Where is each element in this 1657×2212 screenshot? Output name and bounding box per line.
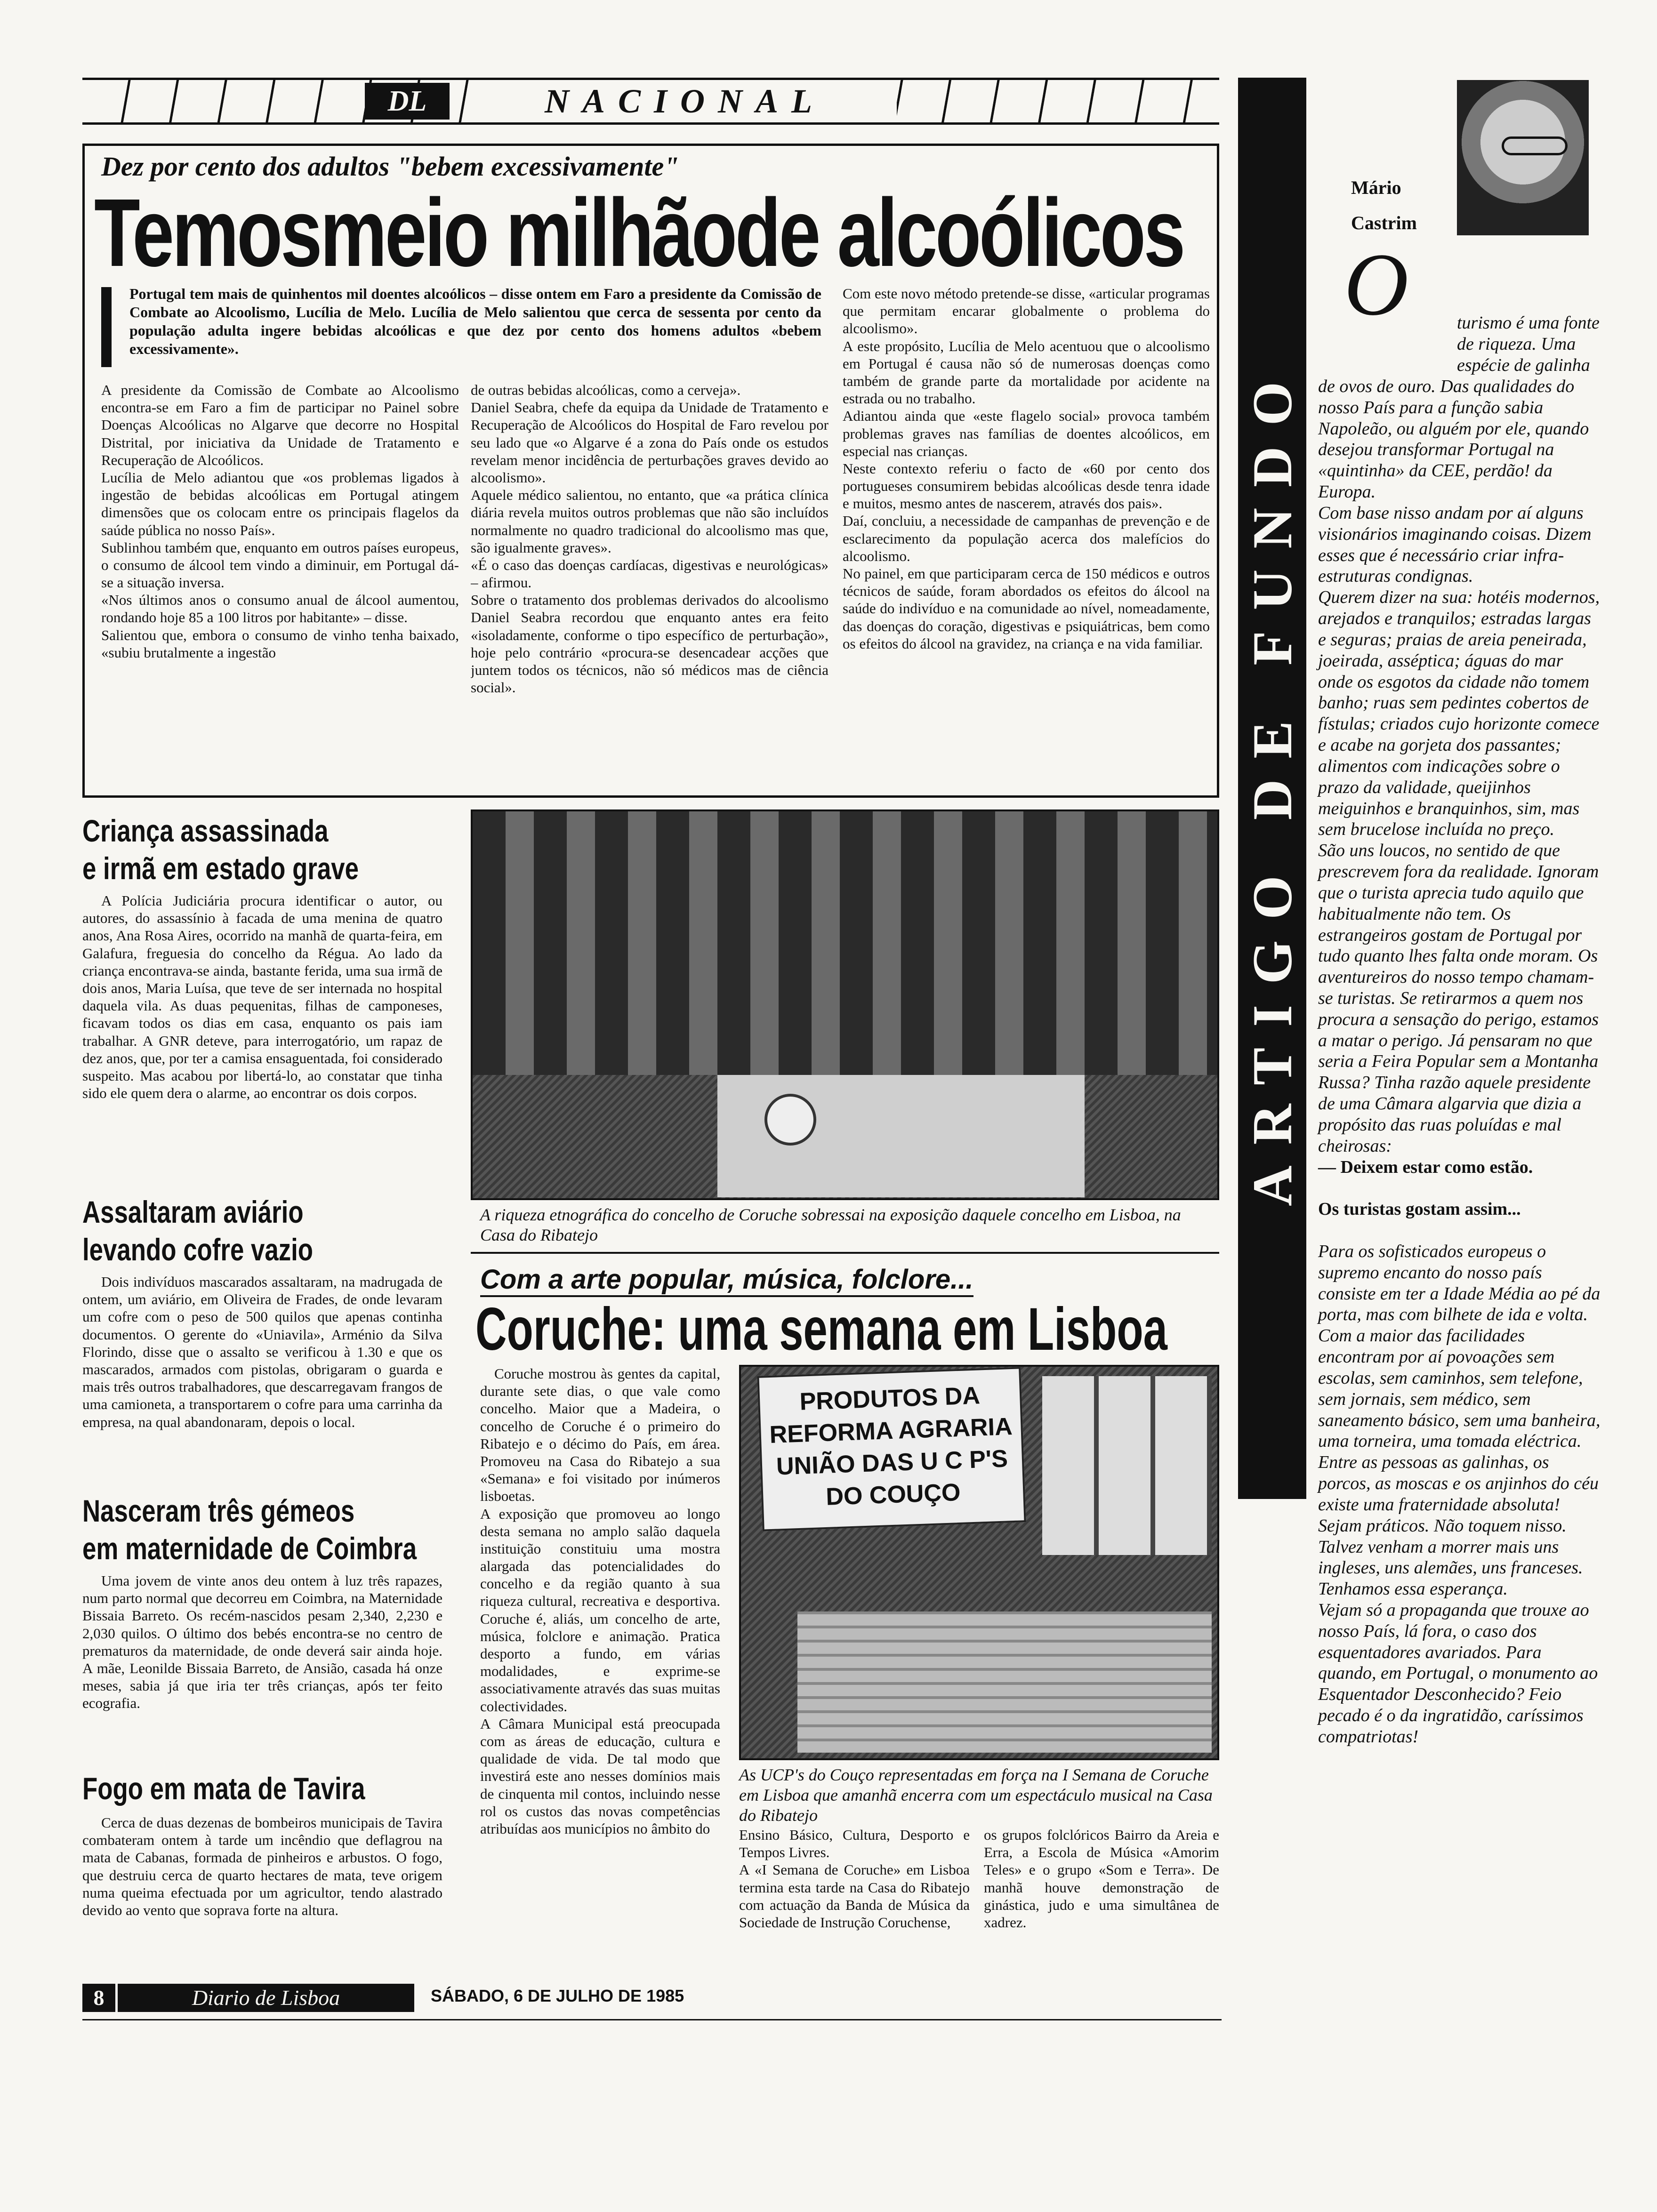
section-name: NACIONAL — [473, 80, 897, 122]
ucp-sign-line-3: UNIÃO DAS U C P'S — [776, 1445, 1008, 1481]
column-dropcap: O — [1344, 235, 1409, 334]
brief-2-body: Dois indivíduos mascarados assaltaram, na madrugada de ontem, um aviário, em Oliveira de Frades, de onde levaram um cofre com o peso de 500 quilos que apenas continha documentos. O gerente do «Uniavila», Arménio da Silva Florindo, disse que o assalto se verificou à 1.30 e que os mascarados, armados com pistolas, obrigaram o guarda e mais três outros trabalhadores, que descarregavam frangos de uma camioneta, a transportarem o cofre para uma carrinha da empresa, na qual abandonaram, depois o local. — [82, 1274, 442, 1430]
brief-4-title-1: Fogo em mata de Tavira — [82, 1771, 365, 1806]
brief-1-title-2: e irmã em estado grave — [82, 851, 359, 886]
exhibition-photo — [471, 809, 1219, 1200]
ucp-photo — [739, 1365, 1219, 1760]
ucp-sign — [757, 1367, 1026, 1531]
main-headline-text: Temosmeio milhãode alcoólicos — [94, 186, 1183, 280]
author-photo — [1457, 80, 1589, 235]
ucp-photo-caption: As UCP's do Couço representadas em força na I Semana de Coruche em Lisboa que amanhã encerra com um espectáculo musical na Casa do Ribatejo — [739, 1765, 1213, 1825]
brief-3-title-2: em maternidade de Coimbra — [82, 1531, 417, 1566]
lead-bar — [101, 287, 112, 367]
ucp-posters — [1042, 1376, 1212, 1555]
ucp-sign-line-2: REFORMA AGRARIA — [769, 1413, 1013, 1449]
paper-logo: DL — [365, 83, 450, 120]
footer-rule — [82, 2019, 1222, 2020]
brief-3-title-1: Nasceram três gémeos — [82, 1493, 355, 1528]
section-header — [82, 78, 1219, 125]
ucp-sign-line-1: PRODUTOS DA — [799, 1382, 981, 1416]
coruche-headline — [475, 1299, 1219, 1360]
author-last-name: Castrim — [1351, 212, 1417, 233]
vertical-title-band — [1238, 78, 1306, 1499]
main-col-2: de outras bebidas alcoólicas, como a cerveja». Daniel Seabra, chefe da equipa da Unidade de Tratamento e Recuperação de Alcoólicos do Hospital de Faro revelou por seu lado que «o Algarve é a zona do País onde os estudos revelam menor incidência de perturbações graves devido ao alcoolismo». Aquele médico salientou, no entanto, que «a prática clínica diária revela muitos outros problemas que não são incluídos normalmente no quadro tradicional do alcoolismo mas que, são igualmente graves». «É o caso das doenças cardíacas, digestivas e neurológicas» – afirmou. Sobre o tratamento dos problemas derivados do alcoolismo Daniel Seabra recordou que enquanto antes era feito «isoladamente, conforme o tipo específico de perturbação», hoje pelo contrário «procura-se desencadear acções que juntem todos os técnicos, não só médicos mas de ciência social». — [471, 382, 828, 696]
main-col-3: Com este novo método pretende-se disse, «articular programas que permitam encarar globalmente o problema do alcoolismo». A este propósito, Lucília de Melo acentuou que o alcoolismo em Portugal é causa não só de numerosas doenças como também de grande parte da mortalidade por acidente na estrada ou no trabalho. Adiantou ainda que «este flagelo social» provoca também problemas graves nas famílias de doentes alcoólicos, em especial nas crianças. Neste contexto referiu o facto de «60 por cento dos portugueses consumirem bebidas alcoólicas desde tenra idade e muitos, mesmo antes de nascerem, através dos pais». Daí, concluiu, a necessidade de campanhas de prevenção e de esclarecimento da população acerca dos malefícios do alcoolismo. No painel, em que participaram cerca de 150 médicos e outros técnicos de saúde, foram abordados os efeitos do álcool na saúde do indivíduo e na comunidade ao nível, nomeadamente, das doenças do coração, digestivas e psiquiátricas, bem como os efeitos do álcool na gravidez, na criança e na vida familiar. — [843, 285, 1210, 652]
paper-name-footer: Diario de Lisboa — [118, 1984, 414, 2012]
main-headline — [94, 186, 1215, 280]
photo-display-panels — [473, 811, 1217, 1075]
author-first-name: Mário — [1351, 177, 1401, 198]
brief-4 — [82, 1770, 442, 1977]
brief-1 — [82, 812, 442, 1207]
coruche-headline-text: Coruche: uma semana em Lisboa — [475, 1299, 1167, 1360]
column-body-part-1: turismo é uma fonte de riqueza. Uma espécie de galinha de ovos de ouro. Das qualidades do nosso País para a função sabia Napoleão, ou alguém por ele, quando desejou transformar Portugal na «quintinha» da CEE, perdão! da Europa. Com base nisso andam por aí alguns visionários imaginando coisas. Dizem esses que é necessário criar infra-estruturas condignas. Querem dizer na sua: hotéis modernos, arejados e tranquilos; estradas largas e seguras; praias de areia peneirada, joeirada, asséptica; águas do mar onde os esgotos da cidade não tomem banho; ruas sem pedintes cobertos de fístulas; criados cujo horizonte comece e acabe na gorjeta dos passantes; alimentos com indicações sobre o prazo da validade, queijinhos meiguinhos e branquinhos, sim, mas sem brucelose incluída no preço. São uns loucos, no sentido de que prescrevem fora da realidade. Ignoram que o turista aprecia tudo aquilo que habitualmente não tem. Os estrangeiros gostam de Portugal por tudo quanto lhes falta onde moram. Os aventureiros do nosso tempo chamam-se turistas. Se retirarmos a quem nos procura a sensação do perigo, estamos a matar o perigo. Já pensaram no que seria a Feira Popular sem a Montanha Russa? Tinha razão aquele presidente de uma Câmara algarvia que dizia a propósito das ruas poluídas e mal cheirosas: — [1318, 313, 1600, 1156]
ucp-produce-table — [797, 1611, 1212, 1753]
page-number: 8 — [82, 1984, 115, 2012]
vertical-title: ARTIGO DE FUNDO — [1241, 361, 1303, 1206]
main-kicker: Dez por cento dos adultos "bebem excessivamente" — [101, 151, 679, 182]
column-body-part-2: Para os sofisticados europeus o supremo encanto do nosso país consiste em ter a Idade Média ao pé da porta, mas com bilhete de ida e volta. Com a maior das facilidades encontram por aí povoações sem escolas, sem caminhos, sem telefone, sem jornais, sem médico, sem saneamento básico, sem uma banheira, uma torneira, uma tomada eléctrica. Entre as pessoas as galinhas, os porcos, as moscas e os anjinhos do céu existe uma fraternidade absoluta! Sejam práticos. Não toquem nisso. Talvez venham a morrer mais uns ingleses, uns alemães, uns franceses. Tenhamos essa esperança. Vejam só a propaganda que trouxe ao nosso País, lá fora, o caso dos esquentadores avariados. Para quando, em Portugal, o monumento ao Esquentador Desconhecido? Feio pecado é o da ingratidão, caríssimos compatriotas! — [1318, 1241, 1601, 1747]
coruche-kicker: Com a arte popular, música, folclore... — [480, 1264, 973, 1297]
coruche-col-1: Coruche mostrou às gentes da capital, durante sete dias, o que vale como concelho. Maior que a Madeira, o concelho de Coruche é o primeiro do Ribatejo e o décimo do País, em área. Promoveu na Casa do Ribatejo a sua «Semana» e foi visitado por inúmeros lisboetas. A exposição que promoveu ao longo desta semana no amplo salão daquela instituição constituiu uma mostra alargada das potencialidades do concelho e da região quanto à sua riqueza cultural, recreativa e desportiva. Coruche é, aliás, um concelho de arte, música, folclore e animação. Pratica desporto a fundo, em várias modalidades, e exprime-se associativamente através das suas muitas colectividades. A Câmara Municipal está preocupada com as áreas de educação, cultura e qualidade de vida. De tal modo que investirá este ano nesses domínios mais de cinquenta mil contos, incluindo nesse rol os custos das novas competências atribuídas aos municípios no âmbito do — [480, 1365, 720, 1837]
brief-3 — [82, 1492, 442, 1765]
brief-1-body: A Polícia Judiciária procura identificar o autor, ou autores, do assassínio à facada de uma menina de quatro anos, Ana Rosa Aires, ocorrido na manhã de quarta-feira, em Galafura, freguesia do concelho da Régua. Ao lado da criança encontrava-se ainda, bastante ferida, uma sua irmã de dois anos, Maria Luísa, que teve de ser internada no hospital daquela vila. As duas pequenitas, filhas de camponeses, ficavam todos os dias em casa, enquanto os pais iam trabalhar. A GNR deteve, para interrogatório, um rapaz de dez anos, que, por ter a camisa ensaguentada, foi considerado suspeito. Mas acabou por libertá-lo, ao constatar que tinha sido ele quem dera o alarme, ao encontrar os dois corpos. — [82, 892, 442, 1102]
brief-4-body: Cerca de duas dezenas de bombeiros municipais de Tavira combateram ontem à tarde um incêndio que deflagrou na mata de Cabanas, formada de pinheiros e arbustos. O fogo, que destruiu cerca de quarto hectares de mata, teve origem numa queima efectuada por um agricultor, tendo alastrado devido ao vento que soprava forte na altura. — [82, 1814, 442, 1918]
glasses-icon — [1502, 136, 1568, 155]
column-quote-1: — Deixem estar como estão. — [1318, 1157, 1533, 1177]
brief-2-title-1: Assaltaram aviário — [82, 1194, 304, 1229]
caption-rule — [471, 1252, 1219, 1254]
column-quote-2: Os turistas gostam assim... — [1318, 1199, 1521, 1219]
brief-3-body: Uma jovem de vinte anos deu ontem à luz três rapazes, num parto normal que decorreu em Coimbra, na Maternidade Bissaia Barreto. Os recém-nascidos pesam 2,340, 2,230 e 2,030 quilos. O último dos bebés encontra-se no centro de prematuros da maternidade, de onde deverá sair ainda hoje. A mãe, Leonilde Bissaia Barreto, de Ansião, casada há onze meses, sabia já que iria ter três crianças, após ter feito ecografia. — [82, 1572, 442, 1712]
ucp-sign-line-4: DO COUÇO — [825, 1478, 961, 1511]
brief-2 — [82, 1193, 442, 1494]
brief-2-title-2: levando cofre vazio — [82, 1232, 314, 1267]
photo-plate-icon — [764, 1094, 816, 1146]
main-col-1: A presidente da Comissão de Combate ao Alcoolismo encontra-se em Faro a fim de participar no Painel sobre Doenças Alcoólicas no Algarve que decorre no Hospital Distrital, por iniciativa da Unidade de Tratamento e Recuperação de Alcoólicos. Lucília de Melo adiantou que «os problemas ligados à ingestão de bebidas alcoólicas em Portugal atingem dimensões que os colocam entre os principais flagelos da saúde pública no nosso País». Sublinhou também que, enquanto em outros países europeus, o consumo de álcool tem vindo a diminuir, em Portugal dá-se a situação inversa. «Nos últimos anos o consumo anual de álcool aumentou, rondando hoje 85 a 100 litros por habitante» – disse. Salientou que, embora o consumo de vinho tenha baixado, «subiu brutalmente a ingestão — [101, 382, 459, 661]
coruche-col-3: os grupos folclóricos Bairro da Areia e Erra, a Escola de Música «Amorim Teles» e o grupo «Som e Terra». De manhã houve demonstração de ginástica, judo e uma simultânea de xadrez. — [984, 1827, 1219, 1931]
column-body — [1318, 249, 1601, 2132]
dropcap-space — [1386, 292, 1457, 355]
brief-1-title-1: Criança assassinada — [82, 813, 329, 848]
exhibition-photo-caption: A riqueza etnográfica do concelho de Coruche sobressai na exposição daquele concelho em Lisboa, na Casa do Ribatejo — [480, 1205, 1181, 1245]
main-lead: Portugal tem mais de quinhentos mil doentes alcoólicos – disse ontem em Faro a presidente da Comissão de Combate ao Alcoolismo, Lucília de Melo. Lucília de Melo salientou que cerca de sessenta por cento da população adulta ingere bebidas alcoólicas e que dez por cento dos homens adultos «bebem excessivamente». — [129, 285, 821, 358]
issue-date: SÁBADO, 6 DE JULHO DE 1985 — [431, 1986, 684, 2005]
coruche-col-2: Ensino Básico, Cultura, Desporto e Tempos Livres. A «I Semana de Coruche» em Lisboa termina esta tarde na Casa do Ribatejo com actuação da Banda de Música da Sociedade de Instrução Coruchense, — [739, 1827, 970, 1931]
